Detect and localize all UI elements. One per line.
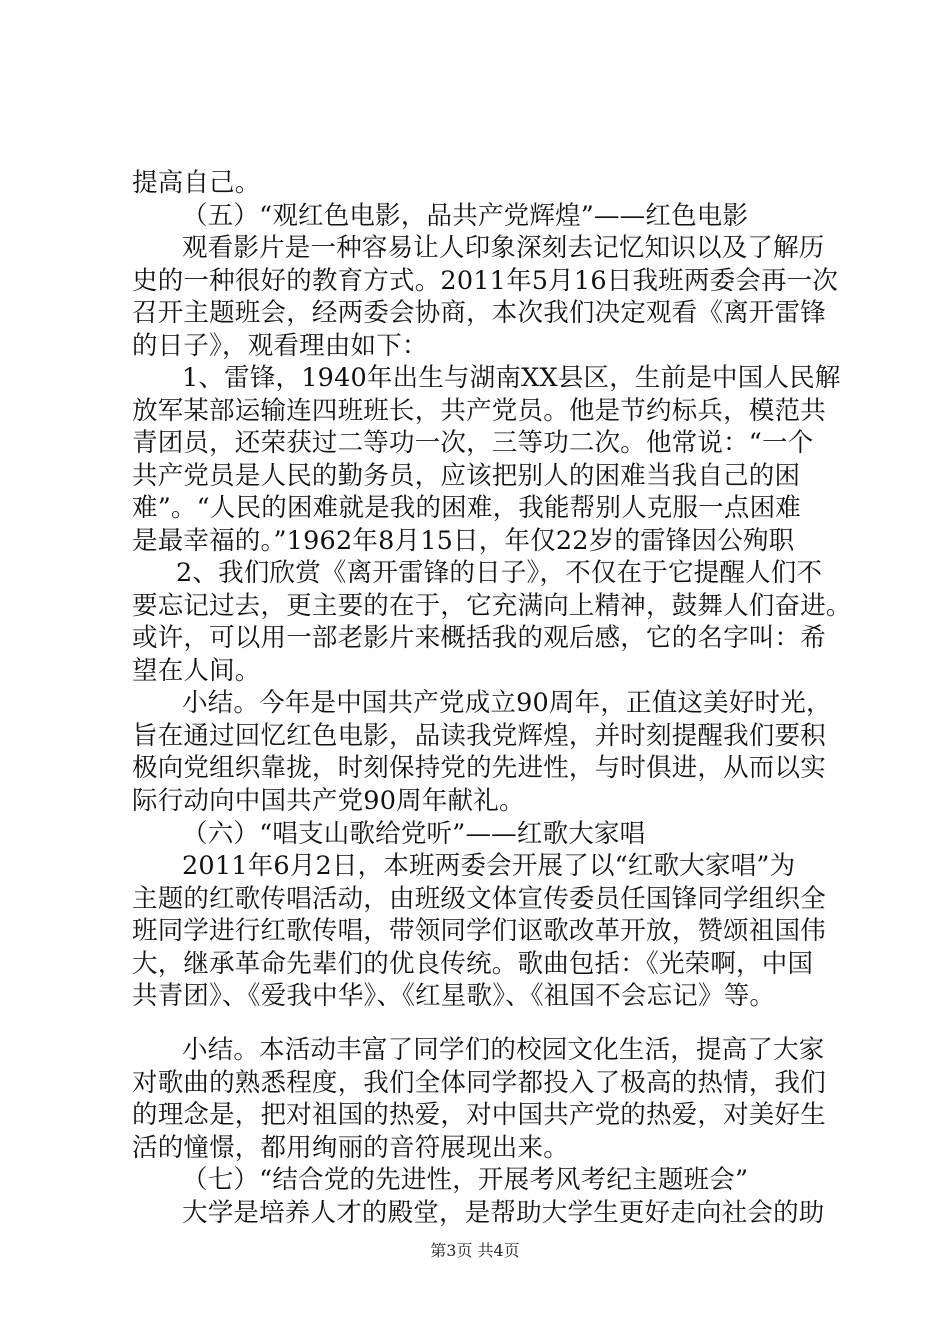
text-line: 大学是培养人才的殿堂，是帮助大学生更好走向社会的助	[182, 1198, 825, 1228]
text-line: 难”。“人民的困难就是我的困难，我能帮别人克服一点困难	[132, 493, 801, 523]
text-line: 2011年6月2日，本班两委会开展了以“红歌大家唱”为	[182, 851, 796, 881]
text-line: 大，继承革命先辈们的优良传统。歌曲包括：《光荣啊，中国	[132, 949, 814, 979]
text-line: 或许，可以用一部老影片来概括我的观后感，它的名字叫：希	[132, 623, 826, 653]
text-line: 望在人间。	[132, 656, 261, 686]
text-line: 放军某部运输连四班班长，共产党员。他是节约标兵，模范共	[132, 396, 826, 426]
text-line: 观看影片是一种容易让人印象深刻去记忆知识以及了解历	[182, 233, 825, 263]
text-line: 主题的红歌传唱活动，由班级文体宣传委员任国锋同学组织全	[132, 884, 826, 914]
summary-line: 小结。本活动丰富了同学们的校园文化生活，提高了大家	[182, 1035, 825, 1065]
text-line: 活的憧憬，都用绚丽的音符展现出来。	[132, 1133, 569, 1163]
text-line: 班同学进行红歌传唱，带领同学们讴歌改革开放，赞颂祖国伟	[132, 916, 826, 946]
text-line: 1、雷锋，1940年出生与湖南XX县区，生前是中国人民解	[182, 363, 841, 393]
section-heading-6: （六）“唱支山歌给党听”——红歌大家唱	[182, 819, 646, 849]
text-line: 要忘记过去，更主要的在于，它充满向上精神，鼓舞人们奋进。	[132, 591, 852, 621]
text-line: 共青团》、《爱我中华》、《红星歌》、《祖国不会忘记》等。	[132, 981, 776, 1011]
text-line: 极向党组织靠拢，时刻保持党的先进性，与时俱进，从而以实	[132, 753, 826, 783]
text-line: 的日子》，观看理由如下：	[132, 331, 428, 361]
text-line: 共产党员是人民的勤务员，应该把别人的困难当我自己的困	[132, 461, 801, 491]
text-line: 旨在通过回忆红色电影，品读我党辉煌，并时刻提醒我们要积	[132, 721, 826, 751]
section-heading-7: （七）“结合党的先进性，开展考风考纪主题班会”	[182, 1165, 749, 1195]
section-heading-5: （五）“观红色电影，品共产党辉煌”——红色电影	[182, 201, 749, 231]
text-line: 召开主题班会，经两委会协商，本次我们决定观看《离开雷锋	[132, 298, 826, 328]
text-line: 际行动向中国共产党90周年献礼。	[132, 786, 525, 816]
text-line: 2、我们欣赏《离开雷锋的日子》，不仅在于它提醒人们不	[176, 558, 823, 588]
summary-line: 小结。今年是中国共产党成立90周年，正值这美好时光，	[182, 688, 832, 718]
text-line: 的理念是，把对祖国的热爱，对中国共产党的热爱，对美好生	[132, 1100, 826, 1130]
text-line: 对歌曲的熟悉程度，我们全体同学都投入了极高的热情，我们	[132, 1068, 826, 1098]
text-line: 青团员，还荣获过二等功一次，三等功二次。他常说：“一个	[132, 428, 814, 458]
text-line: 是最幸福的。”1962年8月15日，年仅22岁的雷锋因公殉职	[132, 526, 795, 556]
page-footer: 第3页 共4页	[430, 1241, 520, 1260]
text-line: 史的一种很好的教育方式。2011年5月16日我班两委会再一次	[132, 266, 839, 296]
text-line: 提高自己。	[132, 168, 261, 198]
